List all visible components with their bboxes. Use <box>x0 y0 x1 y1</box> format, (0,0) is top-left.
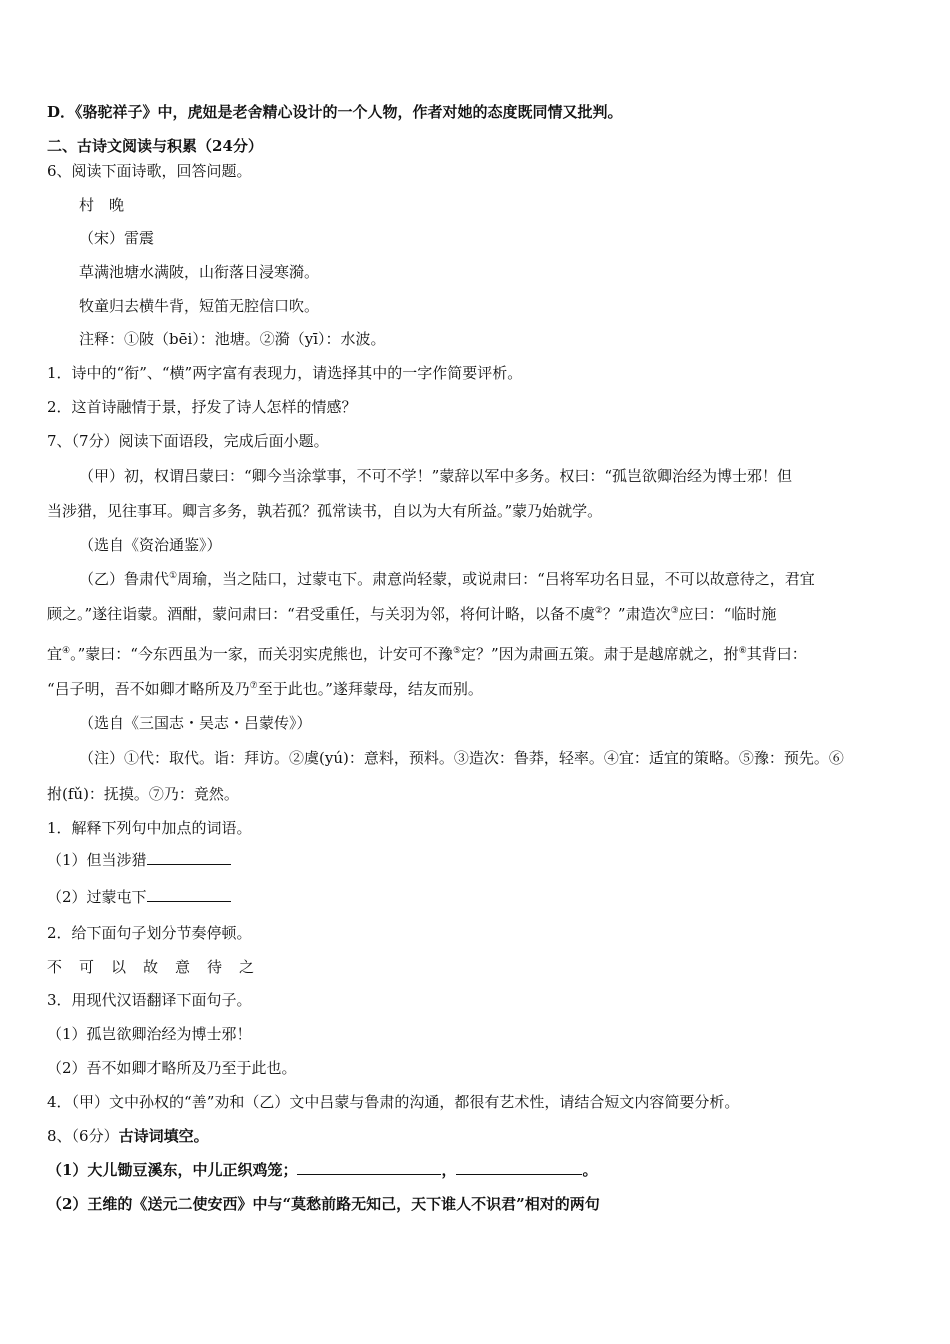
annotation: 拊(fǔ)：抚摸。⑦乃：竟然。 <box>47 785 239 803</box>
passage-yi: 顾之。”遂往诣蒙。酒酣，蒙问肃曰：“君受重任，与关羽为邻，将何计略，以备不虞②？”肃造次③应曰：“临时施 <box>47 605 777 623</box>
poem-line: 牧童归去横牛背，短笛无腔信口吹。 <box>79 297 320 315</box>
question-7-3-a: （1）孤岂欲卿治经为博士邪！ <box>47 1025 252 1043</box>
question-7-1: 1．解释下列句中加点的词语。 <box>47 819 252 837</box>
poem-author: （宋）雷震 <box>79 229 155 247</box>
question-7-1-b: （2）过蒙屯下 <box>47 887 231 907</box>
poem-line: 草满池塘水满陂，山衔落日浸寒漪。 <box>79 263 320 281</box>
annotation: （注）①代：取代。诣：拜访。②虞(yú)：意料，预料。③造次：鲁莽，轻率。④宜：适宜的策略。⑤豫：预先。⑥ <box>79 749 844 767</box>
answer-blank[interactable] <box>147 887 231 902</box>
question-7-3: 3．用现代汉语翻译下面句子。 <box>47 991 252 1009</box>
passage-yi: 宜④。”蒙曰：“今东西虽为一家，而关羽实虎熊也，计安可不豫⑤定？”因为肃画五策。肃于是越席就之，拊⑥其背曰： <box>47 645 807 663</box>
question-7-2: 2．给下面句子划分节奏停顿。 <box>47 924 252 942</box>
question-6-2: 2．这首诗融情于景，抒发了诗人怎样的情感？ <box>47 398 357 416</box>
answer-blank[interactable] <box>147 850 231 865</box>
question-8: 8、（6分）古诗词填空。 <box>47 1127 209 1145</box>
poem-note: 注释：①陂（bēi）：池塘。②漪（yī）：水波。 <box>79 330 386 348</box>
answer-blank[interactable] <box>456 1160 582 1175</box>
passage-jia: 当涉猎，见往事耳。卿言多务，孰若孤？孤常读书，自以为大有所益。”蒙乃始就学。 <box>47 502 603 520</box>
section-heading: 二、古诗文阅读与积累（24分） <box>47 137 263 155</box>
passage-jia: （甲）初，权谓吕蒙曰：“卿今当涂掌事，不可不学！”蒙辞以军中多务。权曰：“孤岂欲卿治经为博士邪！但 <box>79 467 793 485</box>
rhythm-sentence: 不可以故意待之 <box>47 958 272 976</box>
answer-blank[interactable] <box>297 1160 441 1175</box>
question-7: 7、（7分）阅读下面语段，完成后面小题。 <box>47 432 329 450</box>
option-d: D．《骆驼祥子》中，虎妞是老舍精心设计的一个人物，作者对她的态度既同情又批判。 <box>47 103 623 121</box>
question-7-3-b: （2）吾不如卿才略所及乃至于此也。 <box>47 1059 297 1077</box>
passage-source: （选自《资治通鉴》） <box>79 536 222 554</box>
question-8-1: （1）大儿锄豆溪东，中儿正织鸡笼； ， 。 <box>47 1161 598 1179</box>
question-8-2: （2）王维的《送元二使安西》中与“莫愁前路无知己，天下谁人不识君”相对的两句 <box>47 1195 600 1213</box>
question-6-1: 1．诗中的“衔”、“横”两字富有表现力，请选择其中的一字作简要评析。 <box>47 364 523 382</box>
passage-yi: “吕子明，吾不如卿才略所及乃⑦至于此也。”遂拜蒙母，结友而别。 <box>47 680 483 698</box>
poem-title: 村 晚 <box>79 196 125 214</box>
passage-yi: （乙）鲁肃代①周瑜，当之陆口，过蒙屯下。肃意尚轻蒙，或说肃曰：“吕将军功名日显，不可以故意待之，君宜 <box>79 570 815 588</box>
passage-source: （选自《三国志・吴志・吕蒙传》） <box>79 714 312 732</box>
question-7-1-a: （1）但当涉猎 <box>47 850 231 870</box>
question-7-4: 4．（甲）文中孙权的“善”劝和（乙）文中吕蒙与鲁肃的沟通，都很有艺术性，请结合短文内容简要分析。 <box>47 1093 740 1111</box>
question-6: 6、阅读下面诗歌，回答问题。 <box>47 162 252 180</box>
